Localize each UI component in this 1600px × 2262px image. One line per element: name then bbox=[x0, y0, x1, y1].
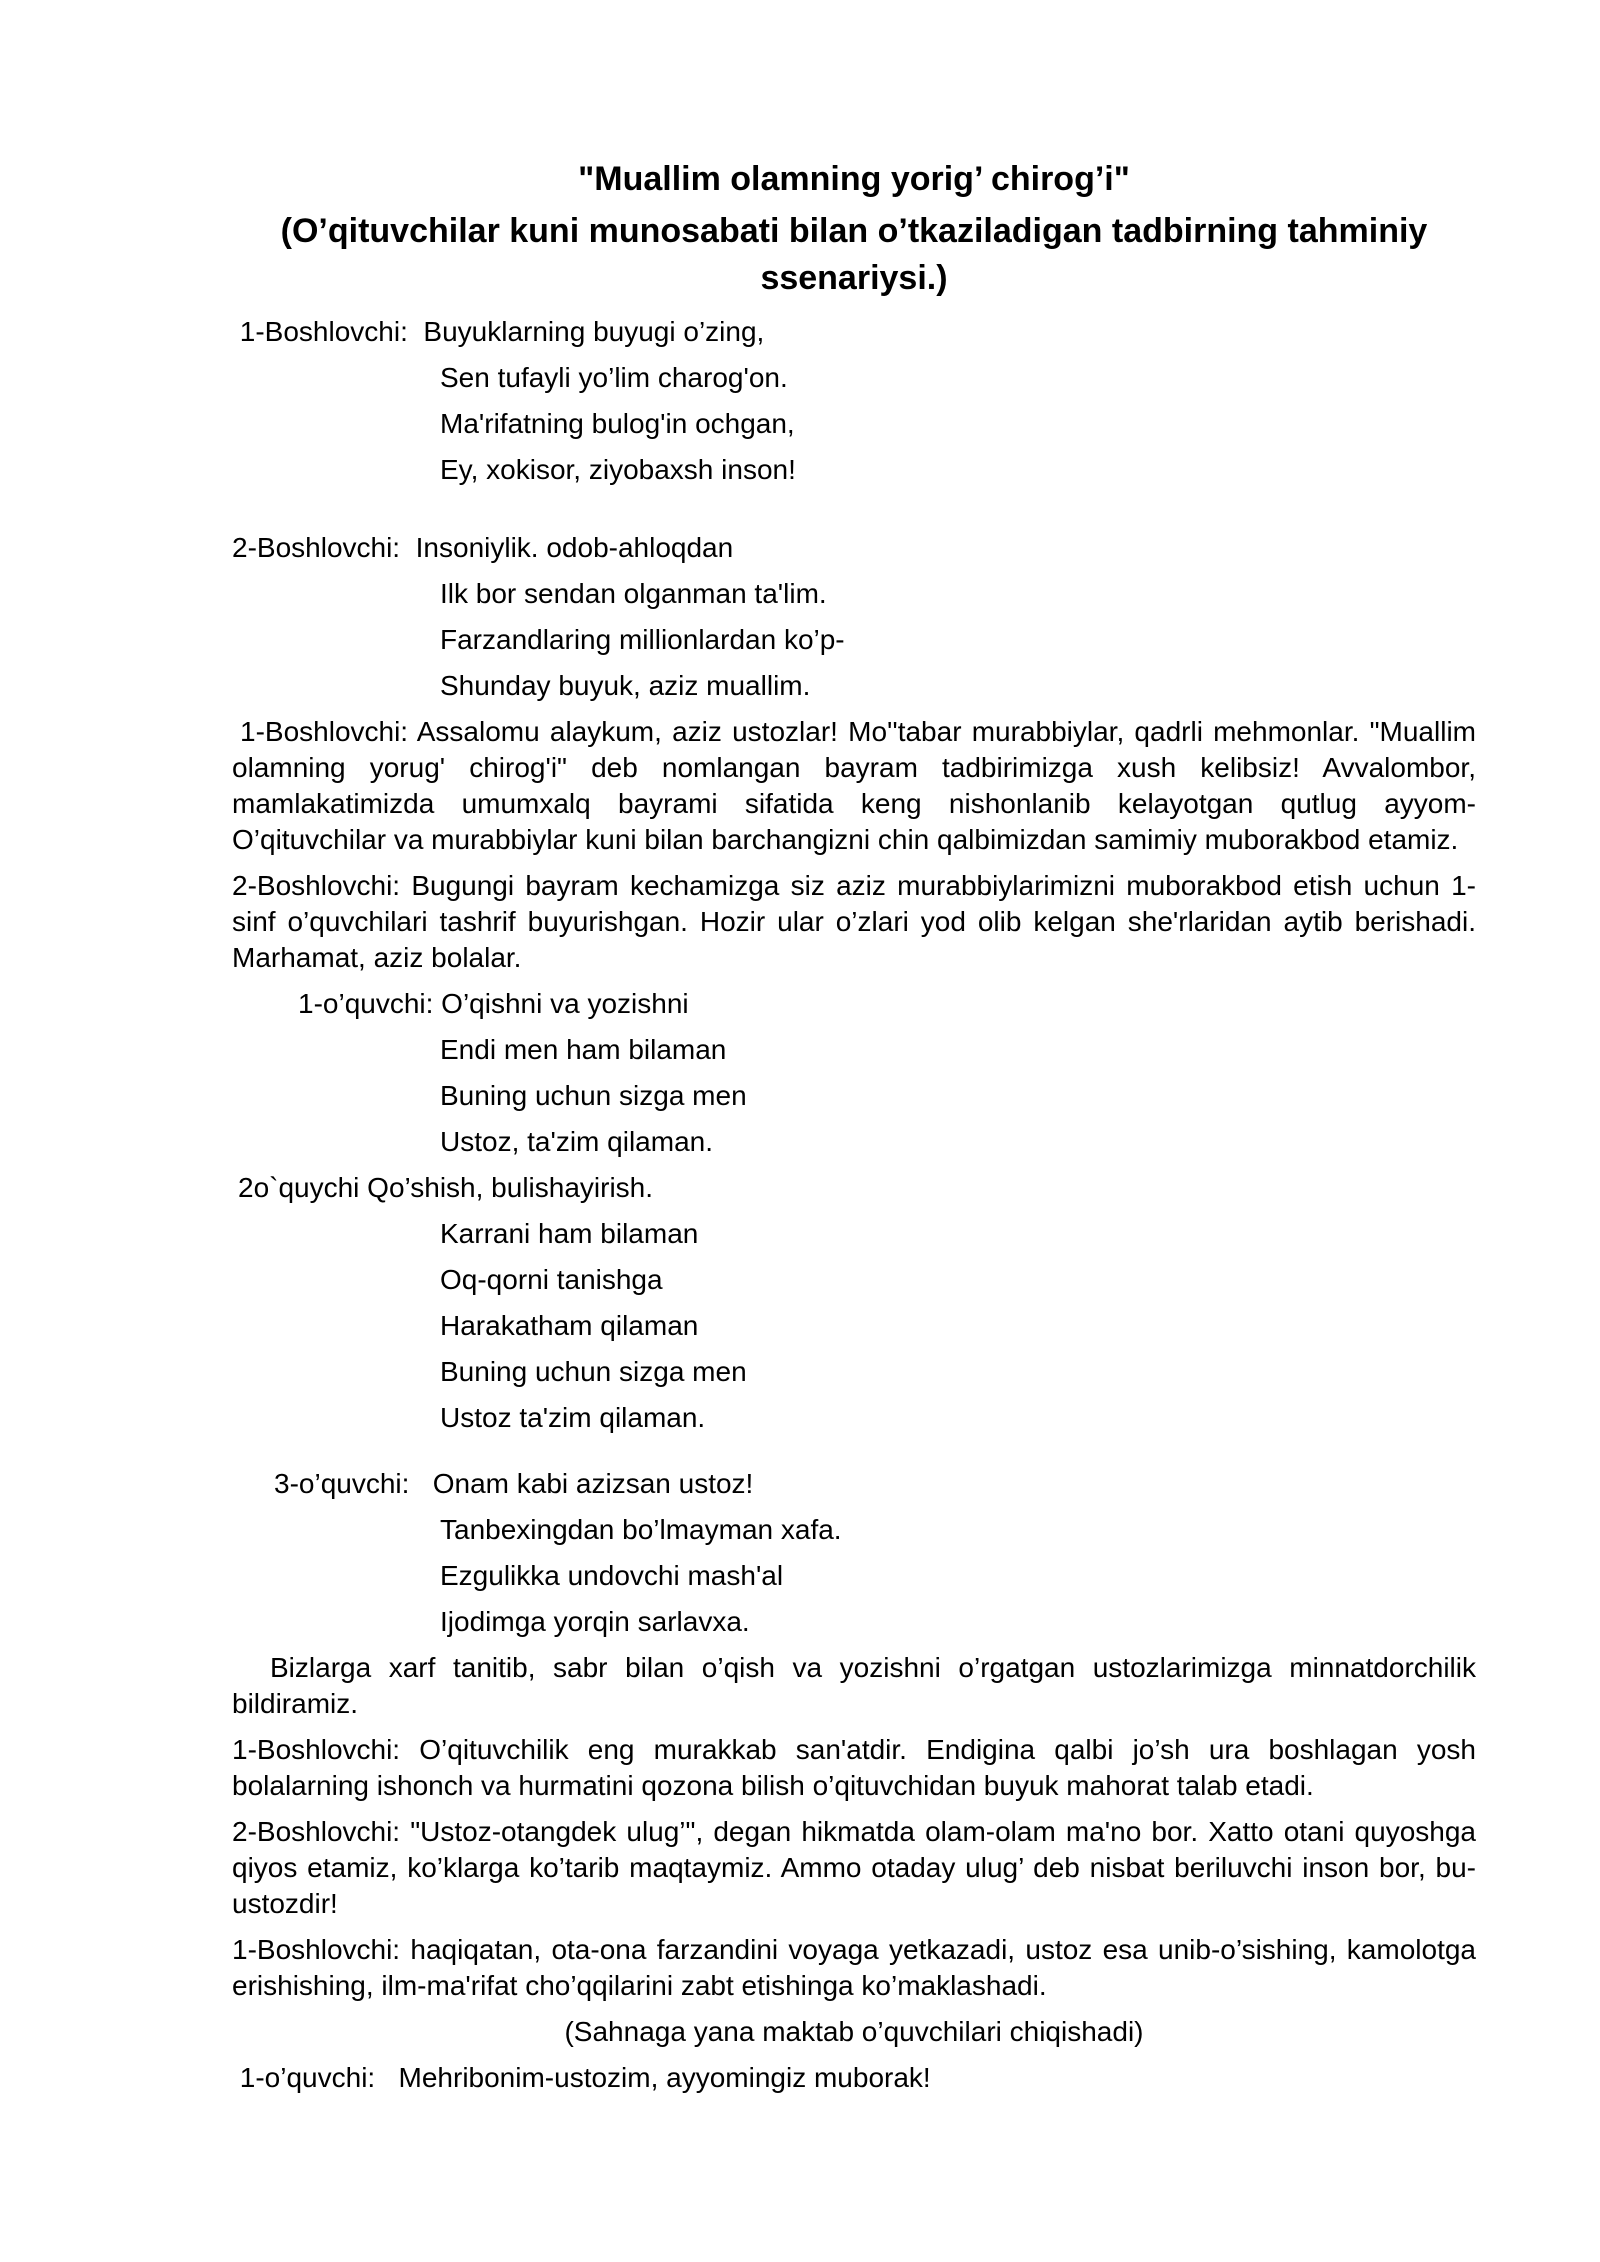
host2-proverb-paragraph: 2-Boshlovchi: "Ustoz-otangdek ulug’", degan hikmatda olam-olam ma'no bor. Xatto otani quyoshga qiyos etamiz, ko’klarga ko’tarib maqtaymiz. Ammo otaday ulug’ deb nisbat beriluvchi inson bor, bu-ustozdir! bbox=[232, 1816, 1476, 1919]
pupil3-stanza-verse: Tanbexingdan bo’lmayman xafa. bbox=[440, 1514, 842, 1545]
pupil2-stanza-verse: Oq-qorni tanishga bbox=[440, 1264, 663, 1295]
pupil2-stanza-verse: Ustoz ta'zim qilaman. bbox=[440, 1402, 706, 1433]
pupil3-stanza-lead: 3-o’quvchi: Onam kabi azizsan ustoz! bbox=[274, 1468, 754, 1499]
host2-stanza-lead: 2-Boshlovchi: Insoniylik. odob-ahloqdan bbox=[232, 532, 734, 563]
blank-line bbox=[232, 498, 1476, 530]
pupil1-stanza-verse: Ustoz, ta'zim qilaman. bbox=[440, 1126, 713, 1157]
document-subtitle: (O’qituvchilar kuni munosabati bilan o’tkaziladigan tadbirning tahminiy ssenariysi.) bbox=[280, 212, 1428, 297]
host1-stanza-lead: 1-Boshlovchi: Buyuklarning buyugi o’zing, bbox=[232, 316, 765, 347]
pupil1-stanza-verse: Buning uchun sizga men bbox=[440, 1080, 747, 1111]
closing-line: 1-o’quvchi: Mehribonim-ustozim, ayyomingiz muborak! bbox=[232, 2062, 931, 2093]
pupil2-stanza-verse: Karrani ham bilaman bbox=[440, 1218, 699, 1249]
pupil1-stanza-verse: Endi men ham bilaman bbox=[440, 1034, 727, 1065]
host1-welcome-paragraph: 1-Boshlovchi: Assalomu alaykum, aziz ustozlar! Mo''tabar murabbiylar, qadrli mehmonlar. "Muallim olamning yorug' chirog'i" deb nomlangan bayram tadbirimizga xush kelibsiz! Avvalombor, mamlakatimizda umumxalq bayrami sifatida keng nishonlanib kelayotgan qutlug ayyom- O’qituvchilar va murabbiylar kuni bilan barchangizni chin qalbimizdan samimiy muborakbod etamiz. bbox=[232, 716, 1476, 855]
pupil2-stanza-verse: Buning uchun sizga men bbox=[440, 1356, 747, 1387]
host2-stanza-verse: Farzandlaring millionlardan ko’p- bbox=[440, 624, 845, 655]
blank-line bbox=[232, 1446, 1476, 1466]
host2-stanza-verse: Shunday buyuk, aziz muallim. bbox=[440, 670, 811, 701]
gratitude-paragraph: Bizlarga xarf tanitib, sabr bilan o’qish va yozishni o’rgatgan ustozlarimizga minnatdorchilik bildiramiz. bbox=[232, 1652, 1476, 1719]
pupil2-stanza-lead: 2o`quychi Qo’shish, bulishayirish. bbox=[238, 1172, 654, 1203]
host2-stanza-verse: Ilk bor sendan olganman ta'lim. bbox=[440, 578, 827, 609]
host1-stanza-verse: Ey, xokisor, ziyobaxsh inson! bbox=[440, 454, 796, 485]
pupil3-stanza-verse: Ezgulikka undovchi mash'al bbox=[440, 1560, 784, 1591]
host1-stanza-verse: Sen tufayli yo’lim charog'on. bbox=[440, 362, 788, 393]
host1-art-paragraph: 1-Boshlovchi: O’qituvchilik eng murakkab san'atdir. Endigina qalbi jo’sh ura boshlagan yosh bolalarning ishonch va hurmatini qozona bilish o’qituvchidan buyuk mahorat talab etadi. bbox=[232, 1734, 1476, 1801]
document-title: "Muallim olamning yorig’ chirog’i" bbox=[578, 160, 1130, 198]
stage-direction: (Sahnaga yana maktab o’quvchilari chiqishadi) bbox=[564, 2016, 1144, 2047]
pupil1-stanza-lead: 1-o’quvchi: O’qishni va yozishni bbox=[298, 988, 689, 1019]
host2-intro-paragraph: 2-Boshlovchi: Bugungi bayram kechamizga siz aziz murabbiylarimizni muborakbod etish uchun 1-sinf o’quvchilari tashrif buyurishgan. Hozir ular o’zlari yod olib kelgan she'rlaridan aytib berishadi. Marhamat, aziz bolalar. bbox=[232, 870, 1476, 973]
pupil3-stanza-verse: Ijodimga yorqin sarlavxa. bbox=[440, 1606, 750, 1637]
host1-stanza-verse: Ma'rifatning bulog'in ochgan, bbox=[440, 408, 795, 439]
pupil2-stanza-verse: Harakatham qilaman bbox=[440, 1310, 699, 1341]
host1-parents-paragraph: 1-Boshlovchi: haqiqatan, ota-ona farzandini voyaga yetkazadi, ustoz esa unib-o’sishing, kamolotga erishishing, ilm-ma'rifat cho’qqilarini zabt etishinga ko’maklashadi. bbox=[232, 1934, 1476, 2001]
